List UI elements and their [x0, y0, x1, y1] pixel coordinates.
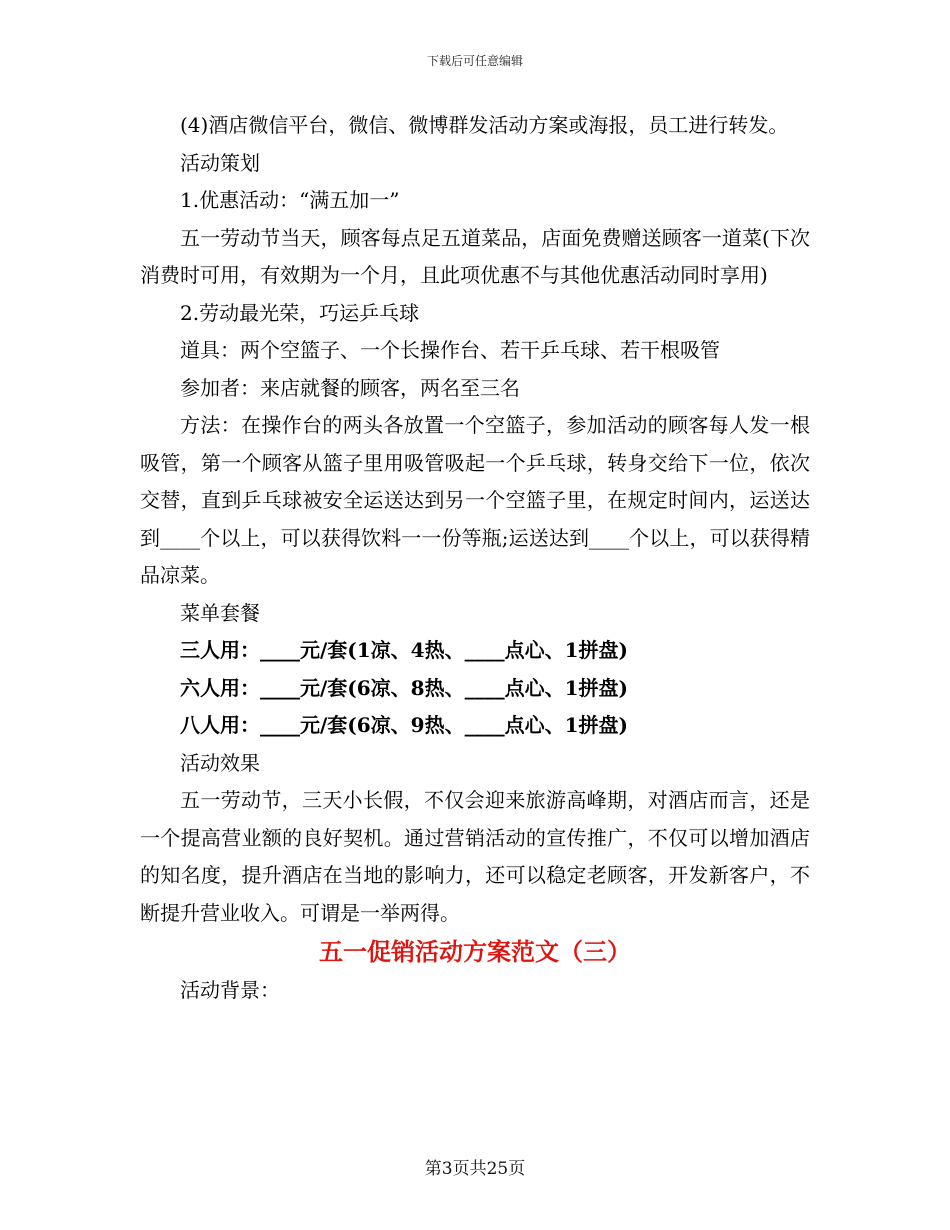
paragraph-discount-details: 五一劳动节当天，顾客每点足五道菜品，店面免费赠送顾客一道菜(下次消费时可用，有效期为一个月，且此项优惠不与其他优惠活动同时享用): [140, 225, 810, 287]
menu-item-three-people: 三人用：____元/套(1凉、4热、____点心、1拼盘): [180, 638, 628, 662]
paragraph-participants: 参加者：来店就餐的顾客，两名至三名: [180, 375, 520, 400]
paragraph-props: 道具：两个空篮子、一个长操作台、若干乒乓球、若干根吸管: [180, 338, 720, 362]
page-number: 第3页共25页: [424, 1159, 526, 1179]
section-title: 五一促销活动方案范文（三）: [319, 938, 631, 966]
paragraph-effect: 五一劳动节，三天小长假，不仅会迎来旅游高峰期，对酒店而言，还是一个提高营业额的良好契机。通过营销活动的宣传推广，不仅可以增加酒店的知名度，提升酒店在当地的影响力，还可以稳定老顾客，开发新客户，不断提升营业收入。可谓是一举两得。: [140, 788, 810, 925]
list-item-discount: 1.优惠活动：“满五加一”: [180, 188, 400, 212]
heading-activity-plan: 活动策划: [180, 150, 260, 175]
heading-set-menu: 菜单套餐: [180, 600, 260, 625]
page-header-note: 下载后可任意编辑: [426, 54, 523, 68]
menu-item-six-people: 六人用：____元/套(6凉、8热、____点心、1拼盘): [180, 675, 628, 700]
heading-activity-effect: 活动效果: [180, 750, 260, 775]
document-body: [140, 107, 810, 1009]
paragraph-wechat-promotion: (4)酒店微信平台，微信、微博群发活动方案或海报，员工进行转发。: [180, 113, 789, 137]
paragraph-method: 方法：在操作台的两头各放置一个空篮子，参加活动的顾客每人发一根吸管，第一个顾客从篮子里用吸管吸起一个乒乓球，转身交给下一位，依次交替，直到乒乓球被安全运送达到另一个空篮子里，在规定时间内，运送达到____个以上，可以获得饮料一一份等瓶;运送达到____个以上，可以获得精品凉菜。: [140, 413, 810, 587]
menu-item-eight-people: 八人用：____元/套(6凉、9热、____点心、1拼盘): [180, 713, 628, 737]
list-item-ping-pong-game: 2.劳动最光荣，巧运乒乓球: [180, 300, 420, 325]
heading-activity-background: 活动背景：: [180, 977, 280, 1002]
